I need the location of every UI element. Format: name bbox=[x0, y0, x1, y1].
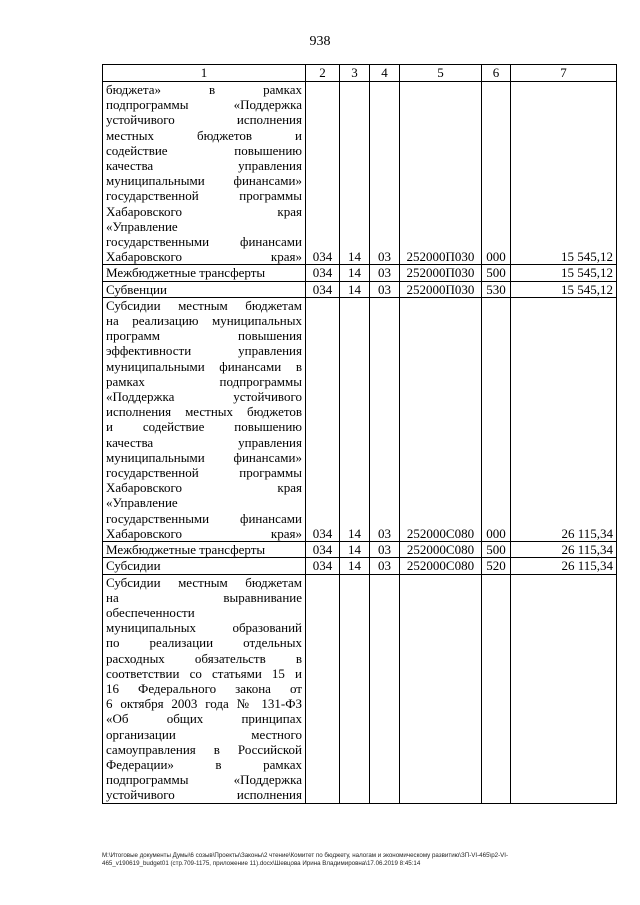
target-article-cell: 252000П030 bbox=[400, 281, 482, 297]
ministry-code-cell: 034 bbox=[306, 82, 340, 265]
amount-cell bbox=[511, 574, 617, 803]
expense-type-cell: 500 bbox=[482, 542, 511, 558]
subsection-code-cell: 03 bbox=[370, 542, 400, 558]
budget-table bbox=[102, 64, 617, 804]
header-cell: 4 bbox=[370, 65, 400, 82]
description-line: «Управление bbox=[106, 218, 178, 234]
description-line: Хабаровского края bbox=[106, 203, 302, 219]
description-line: соответствии со статьями 15 и bbox=[106, 665, 302, 681]
description-line: местных бюджетов и bbox=[106, 127, 302, 143]
table-row bbox=[103, 265, 617, 281]
ministry-code-cell: 034 bbox=[306, 265, 340, 281]
description-line: 16 Федерального закона от bbox=[106, 680, 302, 696]
section-code-cell: 14 bbox=[340, 265, 370, 281]
description-line: муниципальными финансами» bbox=[106, 449, 302, 465]
subsection-code-cell: 03 bbox=[370, 297, 400, 541]
ministry-code-cell: 034 bbox=[306, 297, 340, 541]
ministry-code-cell: 034 bbox=[306, 558, 340, 574]
section-code-cell bbox=[340, 574, 370, 803]
section-code-cell: 14 bbox=[340, 297, 370, 541]
subsection-code-cell: 03 bbox=[370, 82, 400, 265]
description-line: качества управления bbox=[106, 434, 302, 450]
description-line: Межбюджетные трансферты bbox=[106, 265, 266, 281]
table-header-row bbox=[103, 65, 617, 82]
table-row bbox=[103, 82, 617, 265]
amount-cell: 26 115,34 bbox=[511, 297, 617, 541]
description-line: Хабаровского края bbox=[106, 480, 302, 496]
description-line: муниципальными финансами» bbox=[106, 173, 302, 189]
header-cell: 7 bbox=[511, 65, 617, 82]
description-line: государственной программы bbox=[106, 188, 302, 204]
description-line: Субсидии местным бюджетам bbox=[106, 574, 302, 590]
description-line: эффективности управления bbox=[106, 343, 302, 359]
description-line: и содействие повышению bbox=[106, 419, 302, 435]
table-row bbox=[103, 297, 617, 541]
target-article-cell: 252000П030 bbox=[400, 82, 482, 265]
description-line: муниципальных образований bbox=[106, 620, 302, 636]
description-line: Субсидии местным бюджетам bbox=[106, 297, 302, 313]
amount-cell: 15 545,12 bbox=[511, 82, 617, 265]
description-line: рамках подпрограммы bbox=[106, 373, 302, 389]
amount-cell: 26 115,34 bbox=[511, 542, 617, 558]
description-cell bbox=[103, 281, 306, 297]
target-article-cell: 252000С080 bbox=[400, 297, 482, 541]
section-code-cell: 14 bbox=[340, 558, 370, 574]
description-line: Субсидии bbox=[106, 558, 161, 574]
target-article-cell: 252000П030 bbox=[400, 265, 482, 281]
subsection-code-cell: 03 bbox=[370, 558, 400, 574]
target-article-cell bbox=[400, 574, 482, 803]
target-article-cell: 252000С080 bbox=[400, 558, 482, 574]
expense-type-cell: 000 bbox=[482, 82, 511, 265]
header-cell: 6 bbox=[482, 65, 511, 82]
description-line: на выравнивание bbox=[106, 589, 302, 605]
description-line: муниципальными финансами в bbox=[106, 358, 302, 374]
header-cell: 2 bbox=[306, 65, 340, 82]
subsection-code-cell: 03 bbox=[370, 281, 400, 297]
subsection-code-cell: 03 bbox=[370, 265, 400, 281]
description-cell bbox=[103, 297, 306, 541]
expense-type-cell: 000 bbox=[482, 297, 511, 541]
description-line: подпрограммы «Поддержка bbox=[106, 97, 302, 113]
description-line: устойчивого исполнения bbox=[106, 787, 302, 803]
expense-type-cell bbox=[482, 574, 511, 803]
description-line: обеспеченности bbox=[106, 604, 195, 620]
header-cell: 1 bbox=[103, 65, 306, 82]
description-line: Межбюджетные трансферты bbox=[106, 542, 266, 558]
table-row bbox=[103, 574, 617, 803]
table-row bbox=[103, 281, 617, 297]
table-row bbox=[103, 558, 617, 574]
expense-type-cell: 530 bbox=[482, 281, 511, 297]
description-line: Субвенции bbox=[106, 281, 167, 297]
header-cell: 5 bbox=[400, 65, 482, 82]
document-footer bbox=[102, 852, 616, 868]
subsection-code-cell bbox=[370, 574, 400, 803]
description-line: бюджета» в рамках bbox=[106, 82, 302, 97]
description-line: исполнения местных бюджетов bbox=[106, 404, 302, 420]
description-cell bbox=[103, 558, 306, 574]
section-code-cell: 14 bbox=[340, 82, 370, 265]
description-cell bbox=[103, 82, 306, 265]
description-line: самоуправления в Российской bbox=[106, 741, 302, 757]
ministry-code-cell bbox=[306, 574, 340, 803]
header-cell: 3 bbox=[340, 65, 370, 82]
target-article-cell: 252000С080 bbox=[400, 542, 482, 558]
description-line: 6 октября 2003 года № 131-ФЗ bbox=[106, 696, 302, 712]
page-number: 938 bbox=[309, 34, 331, 49]
expense-type-cell: 520 bbox=[482, 558, 511, 574]
description-cell bbox=[103, 574, 306, 803]
description-line: программ повышения bbox=[106, 328, 302, 344]
expense-type-cell: 500 bbox=[482, 265, 511, 281]
table-row bbox=[103, 542, 617, 558]
description-line: государственными финансами bbox=[106, 510, 302, 526]
description-line: Хабаровского края» bbox=[106, 525, 302, 541]
ministry-code-cell: 034 bbox=[306, 281, 340, 297]
description-line: устойчивого исполнения bbox=[106, 112, 302, 128]
description-line: государственными финансами bbox=[106, 234, 302, 250]
ministry-code-cell: 034 bbox=[306, 542, 340, 558]
description-cell bbox=[103, 265, 306, 281]
description-line: «Управление bbox=[106, 495, 178, 511]
footer-file-line: 465_v190619_budget01 (стр.709-1175, приложение 11).docx\Шевцова Ирина Владимировна\17.06.2019 8:45:14 bbox=[102, 860, 421, 867]
description-line: Хабаровского края» bbox=[106, 249, 302, 265]
description-line: содействие повышению bbox=[106, 142, 302, 158]
amount-cell: 15 545,12 bbox=[511, 281, 617, 297]
description-line: расходных обязательств в bbox=[106, 650, 302, 666]
description-cell bbox=[103, 542, 306, 558]
footer-path-line: М:\Итоговые документы Думы\6 созыв\Проекты\Законы\2 чтение\Комитет по бюджету, налогам и экономическому развитию\ЗП-VI-465\p2-VI- bbox=[102, 852, 509, 859]
description-line: государственной программы bbox=[106, 465, 302, 481]
amount-cell: 26 115,34 bbox=[511, 558, 617, 574]
amount-cell: 15 545,12 bbox=[511, 265, 617, 281]
description-line: по реализации отдельных bbox=[106, 635, 302, 651]
description-line: на реализацию муниципальных bbox=[106, 313, 302, 329]
section-code-cell: 14 bbox=[340, 281, 370, 297]
description-line: организации местного bbox=[106, 726, 302, 742]
section-code-cell: 14 bbox=[340, 542, 370, 558]
description-line: качества управления bbox=[106, 158, 302, 174]
description-line: подпрограммы «Поддержка bbox=[106, 772, 302, 788]
description-line: Федерации» в рамках bbox=[106, 756, 302, 772]
description-line: «Поддержка устойчивого bbox=[106, 389, 302, 405]
description-line: «Об общих принципах bbox=[106, 711, 302, 727]
